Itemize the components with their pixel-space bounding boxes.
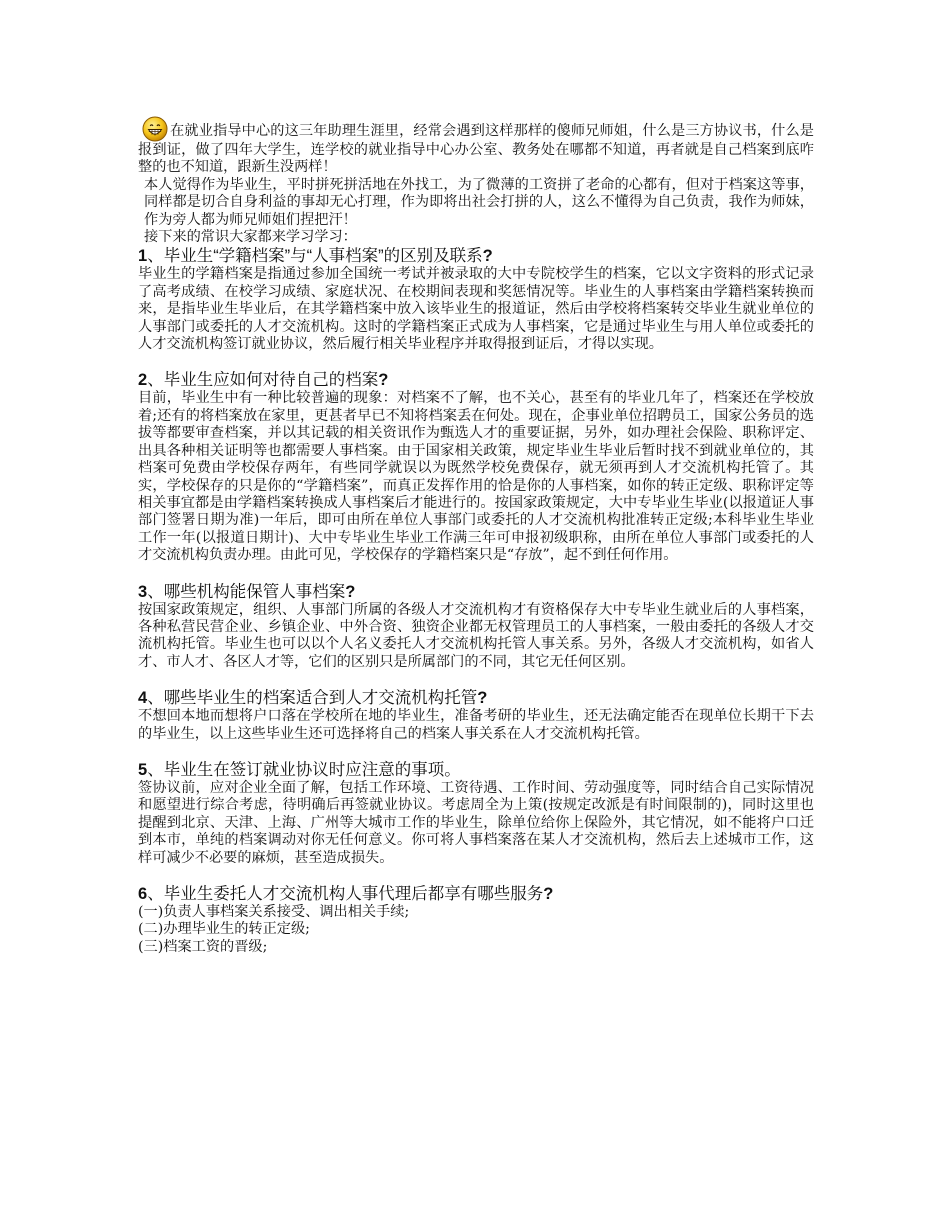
section-1-title: 、毕业生“学籍档案”与“人事档案”的区别及联系 bbox=[147, 247, 483, 266]
section-1-body: 毕业生的学籍档案是指通过参加全国统一考试并被录取的大中专院校学生的档案，它以文字资料的形式记录了高考成绩、在校学习成绩、家庭状况、在校期间表现和奖惩情况等。毕业生的人事档案由学籍档案转换而来，是指毕业生毕业后，在其学籍档案中放入该毕业生的报道证，然后由学校将档案转交毕业生就业单位的人事部门或委托的人才交流机构。这时的学籍档案正式成为人事档案，它是通过毕业生与用人单位或委托的人才交流机构签订就业协议，然后履行相关毕业程序并取得报到证后，才得以实现。 bbox=[138, 266, 814, 353]
section-2-question-mark: ? bbox=[378, 371, 389, 390]
section-5-heading bbox=[138, 760, 814, 780]
section-2-title: 、毕业生应如何对待自己的档案 bbox=[147, 371, 379, 390]
section-6-item-1: (一)负责人事档案关系接受、调出相关手续; bbox=[138, 904, 410, 920]
section-1-question-mark: ? bbox=[482, 247, 493, 266]
intro-paragraph-1 bbox=[138, 116, 814, 177]
section-4-body: 不想回本地而想将户口落在学校所在地的毕业生，准备考研的毕业生，还无法确定能否在现单位长期干下去的毕业生，以上这些毕业生还可选择将自己的档案人事关系在人才交流机构托管。 bbox=[138, 708, 814, 742]
section-3-heading bbox=[138, 582, 814, 602]
section-5-body: 签协议前，应对企业全面了解，包括工作环境、工资待遇、工作时间、劳动强度等，同时结合自己实际情况和愿望进行综合考虑，待明确后再签就业协议。考虑周全为上策(按规定改派是有时间限制的)，同时这里也提醒到北京、天津、上海、广州等大城市工作的毕业生，除单位给你上保险外，其它情况，如不能将户口迁到本市，单纯的档案调动对你无任何意义。你可将人事档案落在某人才交流机构，然后去上述城市工作，这样可减少不必要的麻烦，甚至造成损失。 bbox=[138, 779, 814, 866]
section-2-heading bbox=[138, 370, 814, 390]
section-3-question-mark: ? bbox=[345, 582, 356, 601]
document-content bbox=[138, 116, 814, 956]
section-4-heading bbox=[138, 688, 814, 708]
section-4-number: 4 bbox=[138, 689, 148, 708]
section-2-body: 目前，毕业生中有一种比较普遍的现象：对档案不了解，也不关心，甚至有的毕业几年了，档案还在学校放着;还有的将档案放在家里，更甚者早已不知将档案丢在何处。现在，企事业单位招聘员工，国家公务员的选拔等都要审查档案，并以其记载的相关资讯作为甄选人才的重要证据，另外，如办理社会保险、职称评定、出具各种相关证明等也都需要人事档案。由于国家相关政策，规定毕业生毕业后暂时找不到就业单位的，其档案可免费由学校保存两年，有些同学就误以为既然学校免费保存，就无须再到人才交流机构托管了。其实，学校保存的只是你的“学籍档案”，而真正发挥作用的恰是你的人事档案，如你的转正定级、职称评定等相关事宜都是由学籍档案转换成人事档案后才能进行的。按国家政策规定，大中专毕业生毕业(以报道证人事部门签署日期为准)一年后，即可由所在单位人事部门或委托的人才交流机构批准转正定级;本科毕业生毕业工作一年(以报道日期计)、大中专毕业生毕业工作满三年可申报初级职称，由所在单位人事部门或委托的人才交流机构负责办理。由此可见，学校保存的学籍档案只是“存放”，起不到任何作用。 bbox=[138, 390, 814, 564]
section-6-heading bbox=[138, 884, 814, 904]
intro-paragraph-2: 本人觉得作为毕业生，平时拼死拼活地在外找工，为了微薄的工资拼了老命的心都有，但对于档案这等事，同样都是切合自身利益的事却无心打理，作为即将出社会打拼的人，这么不懂得为自己负责，我作为师妹，作为旁人都为师兄师姐们捏把汗！ bbox=[144, 176, 814, 228]
section-6-number: 6 bbox=[138, 885, 148, 903]
section-6-item-3: (三)档案工资的晋级; bbox=[138, 938, 268, 955]
section-3-body: 按国家政策规定，组织、人事部门所属的各级人才交流机构才有资格保存大中专毕业生就业后的人事档案，各种私营民营企业、乡镇企业、中外合资、独资企业都无权管理员工的人事档案，一般由委托的各级人才交流机构托管。毕业生也可以以个人名义委托人才交流机构托管人事关系。另外，各级人才交流机构，如省人才、市人才、各区人才等，它们的区别只是所属部门的不同，其它无任何区别。 bbox=[138, 601, 814, 670]
section-3-number: 3 bbox=[138, 582, 148, 601]
section-3-title: 、哪些机构能保管人事档案 bbox=[147, 582, 346, 601]
intro-paragraph-3: 接下来的常识大家都来学习学习： bbox=[144, 229, 357, 246]
section-6-title: 、毕业生委托人才交流机构人事代理后都享有哪些服务 bbox=[147, 885, 544, 903]
section-2-number: 2 bbox=[138, 371, 148, 390]
section-6-question-mark: ? bbox=[543, 885, 554, 903]
section-4-question-mark: ? bbox=[477, 689, 488, 708]
section-4-title: 、哪些毕业生的档案适合到人才交流机构托管 bbox=[147, 689, 478, 708]
section-1-number: 1 bbox=[138, 247, 148, 266]
section-1-heading bbox=[138, 246, 814, 266]
section-5-title: 、毕业生在签订就业协议时应注意的事项。 bbox=[147, 760, 461, 779]
section-6-item-2: (二)办理毕业生的转正定级; bbox=[138, 921, 310, 938]
grinning-smiley-icon bbox=[142, 116, 168, 142]
intro-text-1: 在就业指导中心的这三年助理生涯里，经常会遇到这样那样的傻师兄师姐，什么是三方协议书，什么是报到证，做了四年大学生，连学校的就业指导中心办公室、教务处在哪都不知道，再者就是自己档案到底咋整的也不知道，跟新生没两样！ bbox=[138, 123, 814, 176]
section-5-number: 5 bbox=[138, 760, 148, 779]
